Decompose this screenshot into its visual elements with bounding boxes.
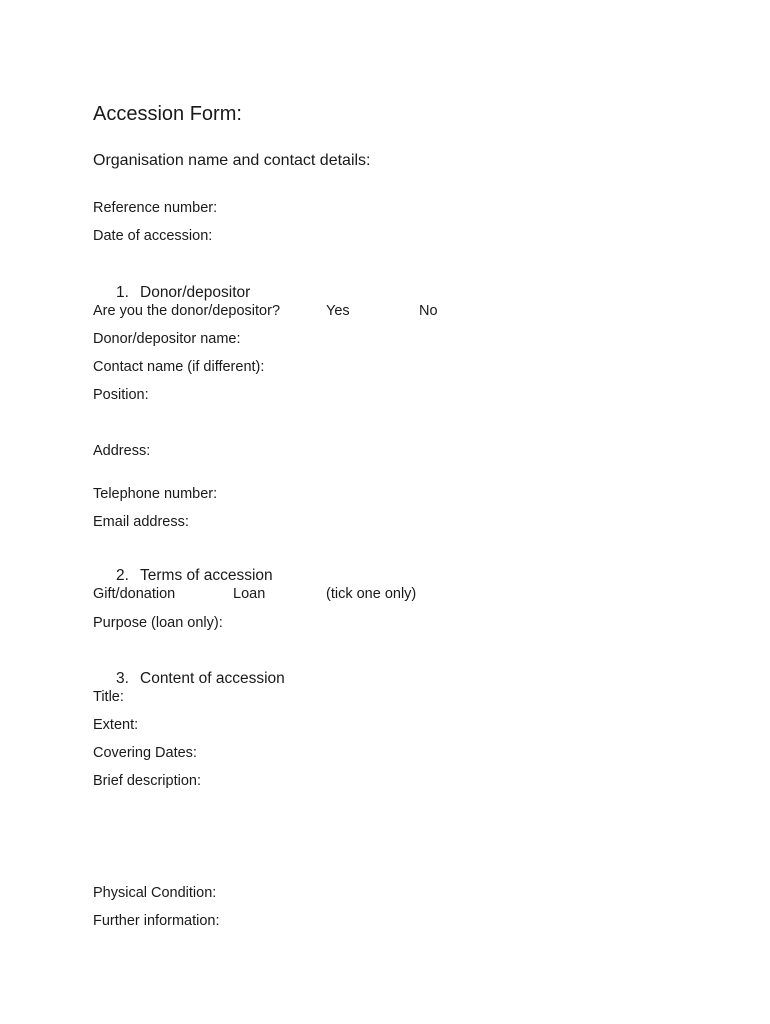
contact-name-label: Contact name (if different):	[93, 359, 265, 375]
section-1-title: Donor/depositor	[140, 284, 251, 301]
gift-option[interactable]	[93, 587, 178, 602]
further-information-label: Further information:	[93, 913, 220, 929]
extent-label: Extent:	[93, 717, 139, 733]
section-2-number: 2.	[116, 567, 129, 584]
brief-description-label: Brief description:	[93, 773, 201, 789]
covering-dates-label: Covering Dates:	[93, 745, 197, 761]
donor-question-label: Are you the donor/depositor?	[93, 303, 281, 319]
org-contact-heading: Organisation name and contact details:	[93, 152, 371, 169]
loan-option[interactable]	[233, 587, 268, 602]
section-2-title: Terms of accession	[140, 567, 273, 584]
section-3-number: 3.	[116, 670, 129, 687]
form-title: Accession Form:	[93, 103, 242, 125]
section-3-title: Content of accession	[140, 670, 285, 687]
purpose-label: Purpose (loan only):	[93, 615, 223, 631]
position-label: Position:	[93, 387, 149, 403]
section-3-heading	[116, 671, 285, 687]
loan-label: Loan	[233, 586, 266, 602]
section-1-number: 1.	[116, 284, 129, 301]
no-option[interactable]	[419, 304, 441, 319]
date-of-accession-label: Date of accession:	[93, 228, 213, 244]
donor-name-label: Donor/depositor name:	[93, 331, 241, 347]
tick-note: (tick one only)	[326, 586, 417, 602]
physical-condition-label: Physical Condition:	[93, 885, 217, 901]
reference-number-label: Reference number:	[93, 200, 218, 216]
address-label: Address:	[93, 443, 151, 459]
section-1-heading	[116, 285, 250, 301]
gift-label: Gift/donation	[93, 586, 176, 602]
yes-label: Yes	[326, 303, 350, 319]
telephone-label: Telephone number:	[93, 486, 218, 502]
email-label: Email address:	[93, 514, 189, 530]
no-label: No	[419, 303, 438, 319]
section-2-heading	[116, 568, 273, 584]
content-title-label: Title:	[93, 689, 124, 705]
yes-option[interactable]	[326, 304, 353, 319]
